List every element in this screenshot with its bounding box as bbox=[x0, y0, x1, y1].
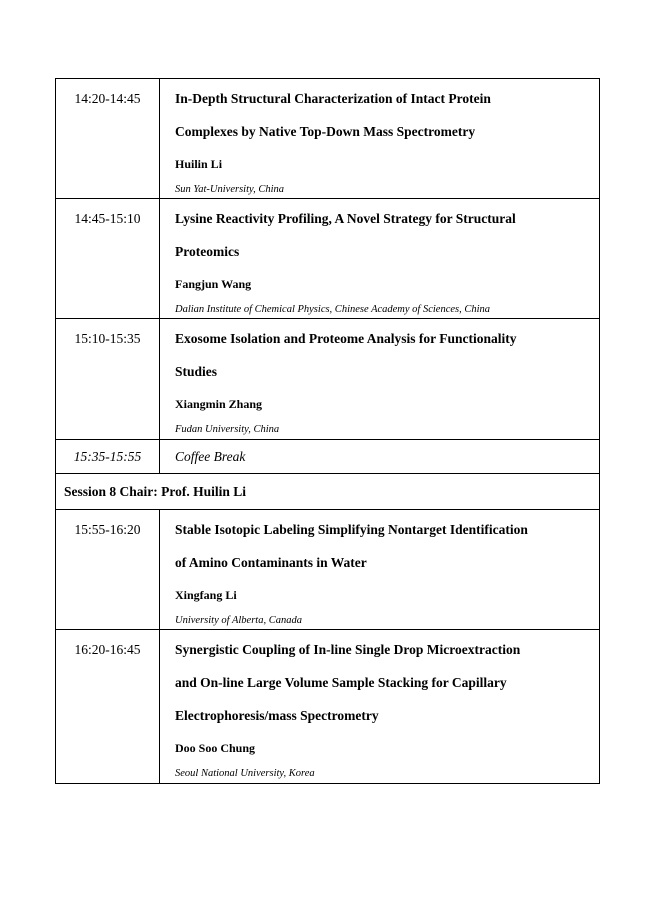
talk-cell bbox=[160, 510, 600, 630]
speaker-affiliation: Seoul National University, Korea bbox=[175, 768, 315, 779]
table-row-break bbox=[56, 440, 600, 474]
time-slot: 16:20-16:45 bbox=[56, 630, 160, 784]
talk-cell bbox=[160, 79, 600, 199]
talk-title-line: Synergistic Coupling of In-line Single Drop Microextraction bbox=[175, 642, 521, 657]
table-row bbox=[56, 319, 600, 440]
talk-cell bbox=[160, 319, 600, 440]
speaker-affiliation: University of Alberta, Canada bbox=[175, 615, 302, 626]
talk-title-line: Lysine Reactivity Profiling, A Novel Strategy for Structural bbox=[175, 211, 516, 226]
talk-title-line: and On-line Large Volume Sample Stacking for Capillary bbox=[175, 675, 507, 690]
talk-cell bbox=[160, 630, 600, 784]
talk-title-line: Studies bbox=[175, 364, 218, 379]
time-slot: 14:45-15:10 bbox=[56, 199, 160, 319]
table-row bbox=[56, 510, 600, 630]
talk-title-line: Exosome Isolation and Proteome Analysis for Functionality bbox=[175, 331, 517, 346]
time-slot: 15:10-15:35 bbox=[56, 319, 160, 440]
talk-cell bbox=[160, 199, 600, 319]
time-slot: 14:20-14:45 bbox=[56, 79, 160, 199]
talk-title-line: of Amino Contaminants in Water bbox=[175, 555, 367, 570]
time-slot: 15:55-16:20 bbox=[56, 510, 160, 630]
conference-schedule-table bbox=[55, 78, 600, 784]
speaker-name: Xiangmin Zhang bbox=[175, 397, 263, 411]
table-row bbox=[56, 199, 600, 319]
talk-title-line: Complexes by Native Top-Down Mass Spectrometry bbox=[175, 124, 476, 139]
talk-title-line: In-Depth Structural Characterization of Intact Protein bbox=[175, 91, 491, 106]
time-slot: 15:35-15:55 bbox=[56, 440, 160, 474]
speaker-name: Xingfang Li bbox=[175, 588, 237, 602]
table-row-session-header bbox=[56, 474, 600, 510]
speaker-affiliation: Sun Yat-University, China bbox=[175, 184, 284, 195]
session-header: Session 8 Chair: Prof. Huilin Li bbox=[56, 474, 600, 510]
speaker-name: Fangjun Wang bbox=[175, 277, 252, 291]
speaker-affiliation: Dalian Institute of Chemical Physics, Chinese Academy of Sciences, China bbox=[175, 304, 491, 315]
break-label: Coffee Break bbox=[160, 440, 600, 474]
speaker-affiliation: Fudan University, China bbox=[175, 424, 280, 435]
talk-title-line: Electrophoresis/mass Spectrometry bbox=[175, 708, 379, 723]
table-row bbox=[56, 630, 600, 784]
speaker-name: Huilin Li bbox=[175, 157, 223, 171]
talk-title-line: Stable Isotopic Labeling Simplifying Nontarget Identification bbox=[175, 522, 528, 537]
table-row bbox=[56, 79, 600, 199]
talk-title-line: Proteomics bbox=[175, 244, 240, 259]
speaker-name: Doo Soo Chung bbox=[175, 741, 256, 755]
